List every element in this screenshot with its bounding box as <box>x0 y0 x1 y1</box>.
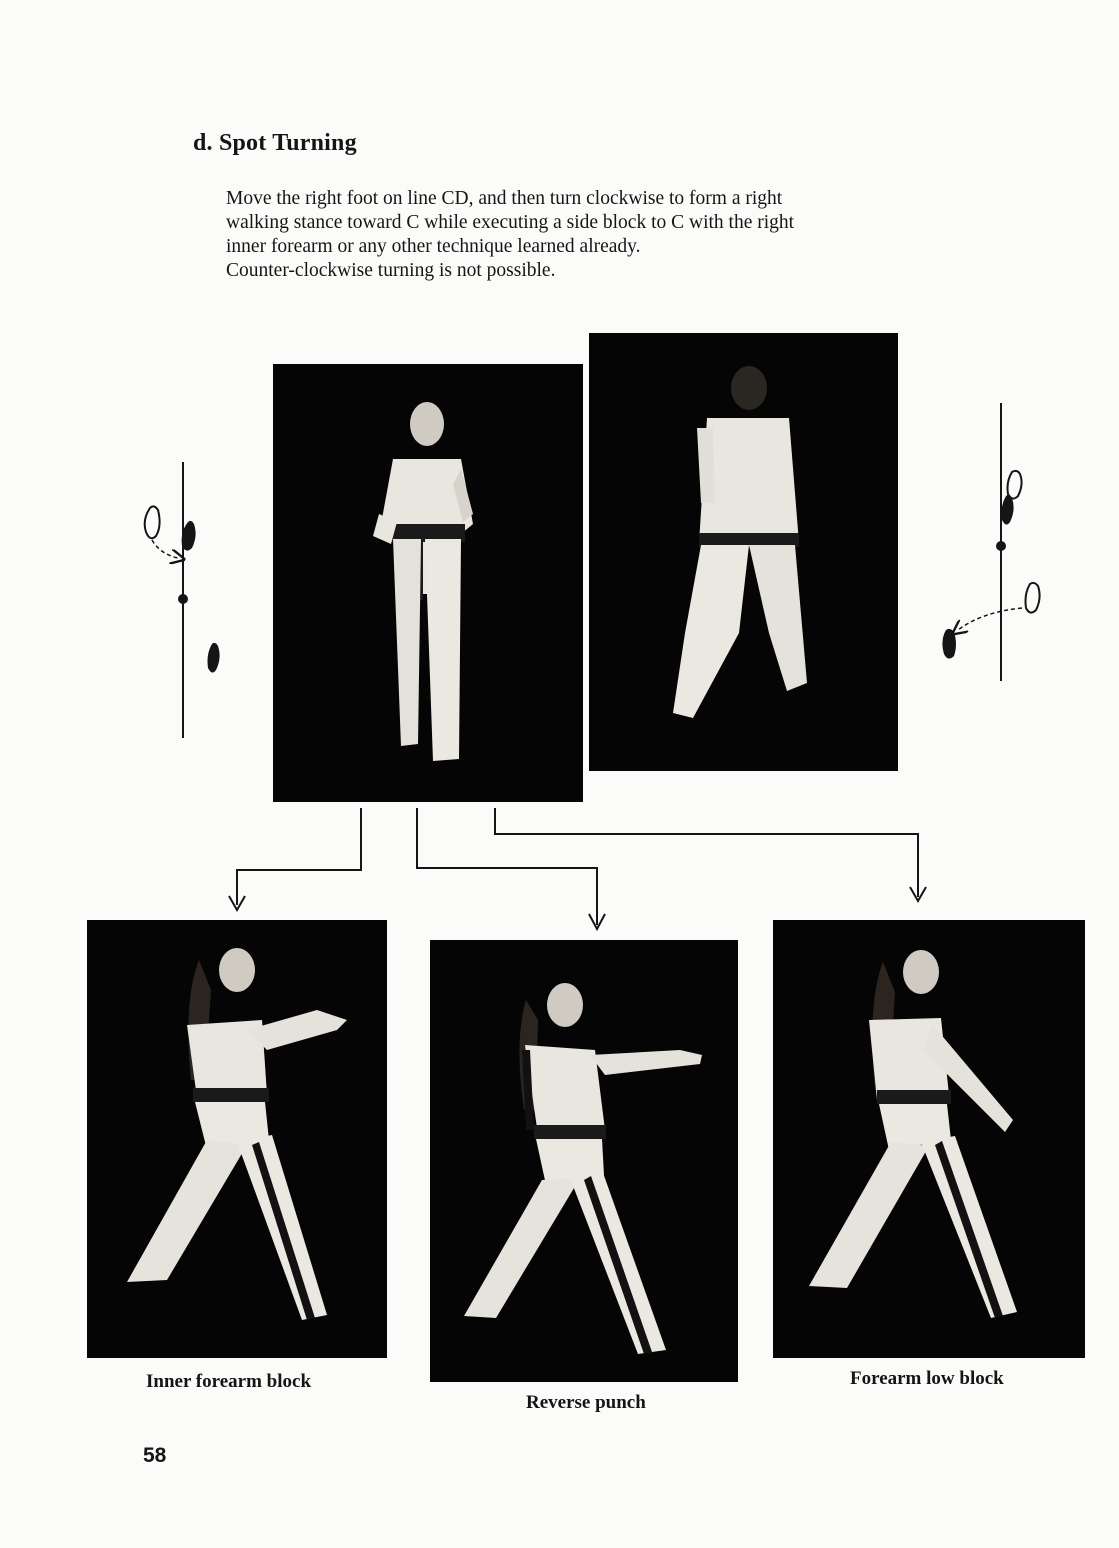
photo-forearm-low-block <box>773 920 1085 1358</box>
arrow-head-icon <box>589 914 605 929</box>
paragraph-line: Move the right foot on line CD, and then turn clockwise to form a right <box>226 188 783 209</box>
foot-outline-icon <box>1026 583 1040 613</box>
figure-illustration <box>87 920 387 1358</box>
right-footwork-diagram <box>942 403 1039 681</box>
arrow-head-icon <box>910 887 926 901</box>
photo-turning-back-view <box>589 333 898 771</box>
arrow-to-forearm-low-block <box>495 808 918 897</box>
arrow-to-inner-forearm-block <box>237 808 361 905</box>
center-point <box>996 541 1006 551</box>
connector-arrows <box>229 808 926 929</box>
photo-reverse-punch <box>430 940 738 1382</box>
figure-illustration <box>273 364 583 802</box>
instruction-paragraph <box>226 187 966 283</box>
center-point <box>178 594 188 604</box>
paragraph-line: Counter-clockwise turning is not possible. <box>226 260 556 281</box>
foot-solid-icon <box>182 521 196 551</box>
page-number: 58 <box>143 1444 167 1467</box>
caption-inner-forearm-block: Inner forearm block <box>146 1371 312 1392</box>
dashed-arrow-icon <box>152 540 178 558</box>
figure-illustration <box>773 920 1085 1358</box>
arrow-head-icon <box>229 896 245 910</box>
section-heading: d. Spot Turning <box>193 130 357 156</box>
foot-solid-icon <box>208 643 220 673</box>
figure-illustration <box>430 940 738 1382</box>
paragraph-line: walking stance toward C while executing a side block to C with the right <box>226 212 795 233</box>
paragraph-line: inner forearm or any other technique learned already. <box>226 236 641 257</box>
arrow-to-reverse-punch <box>417 808 597 925</box>
foot-solid-icon <box>1002 495 1014 525</box>
photo-inner-forearm-block <box>87 920 387 1358</box>
foot-outline-icon <box>145 506 160 538</box>
left-footwork-diagram <box>145 462 220 738</box>
dashed-arrow-icon <box>958 608 1022 630</box>
figure-illustration <box>589 333 898 771</box>
foot-outline-icon <box>1008 471 1022 499</box>
caption-reverse-punch: Reverse punch <box>526 1392 646 1413</box>
caption-forearm-low-block: Forearm low block <box>850 1368 1004 1389</box>
foot-solid-icon <box>942 629 956 659</box>
photo-ready-stance-front <box>273 364 583 802</box>
